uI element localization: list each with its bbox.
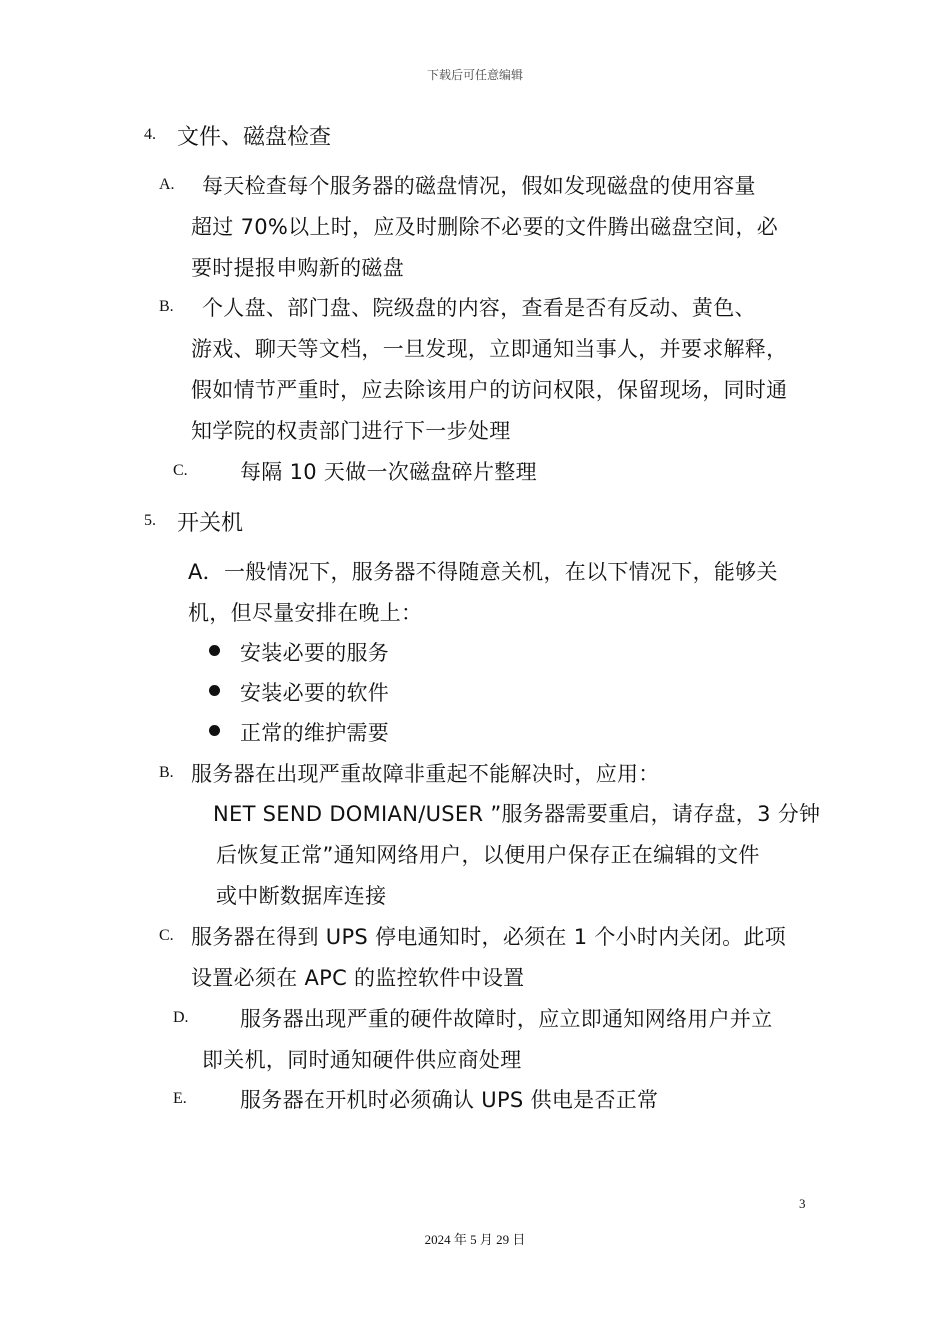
- item-5a-line-2: 机，但尽量安排在晚上：: [188, 601, 423, 625]
- item-5c-marker: C.: [159, 927, 174, 944]
- item-5b-command-line-2: 后恢复正常”通知网络用户，以便用户保存正在编辑的文件: [216, 843, 760, 867]
- item-4c-marker: C.: [173, 462, 188, 479]
- item-4b-marker: B.: [159, 298, 174, 315]
- footer-date: 2024 年 5 月 29 日: [424, 1232, 526, 1247]
- item-5b-line: 服务器在出现严重故障非重起不能解决时，应用：: [191, 762, 660, 786]
- item-4b-line-4: 知学院的权责部门进行下一步处理: [191, 419, 511, 443]
- item-5e-line-1: 服务器在开机时必须确认 UPS 供电是否正常: [240, 1088, 659, 1112]
- section-5-title: 开关机: [177, 511, 244, 536]
- item-5d-line-1: 服务器出现严重的硬件故障时，应立即通知网络用户并立: [240, 1007, 773, 1031]
- item-4b-line-2: 游戏、聊天等文档，一旦发现，立即通知当事人，并要求解释，: [191, 337, 788, 361]
- item-4a-marker: A.: [159, 176, 175, 193]
- item-5c-line-2: 设置必须在 APC 的监控软件中设置: [191, 966, 525, 990]
- item-5c-line-1: 服务器在得到 UPS 停电通知时，必须在 1 个小时内关闭。此项: [191, 925, 787, 949]
- bullet-icon: [209, 645, 220, 656]
- item-4b-line-1: 个人盘、部门盘、院级盘的内容，查看是否有反动、黄色、: [202, 296, 756, 320]
- section-4-title: 文件、磁盘检查: [177, 125, 332, 150]
- item-4a-line-1: 每天检查每个服务器的磁盘情况，假如发现磁盘的使用容量: [202, 174, 756, 198]
- item-5a-line-1: A．一般情况下，服务器不得随意关机，在以下情况下，能够关: [188, 560, 778, 584]
- page-header: 下载后可任意编辑: [426, 68, 523, 82]
- bullet-item-3: 正常的维护需要: [240, 721, 390, 745]
- bullet-item-2: 安装必要的软件: [240, 681, 390, 705]
- item-5d-marker: D.: [173, 1009, 189, 1026]
- section-4-number: 4.: [144, 126, 156, 143]
- item-5d-line-2: 即关机，同时通知硬件供应商处理: [202, 1048, 522, 1072]
- item-5b-command-line-1: NET SEND DOMIAN/USER ”服务器需要重启，请存盘，3 分钟: [213, 802, 821, 826]
- bullet-icon: [209, 725, 220, 736]
- item-4b-line-3: 假如情节严重时，应去除该用户的访问权限，保留现场，同时通: [191, 378, 788, 402]
- item-5b-command-line-3: 或中断数据库连接: [216, 884, 387, 908]
- item-4c-line-1: 每隔 10 天做一次磁盘碎片整理: [240, 460, 537, 484]
- bullet-icon: [209, 685, 220, 696]
- item-4a-line-2: 超过 70%以上时，应及时删除不必要的文件腾出磁盘空间，必: [191, 215, 779, 239]
- bullet-item-1: 安装必要的服务: [240, 641, 390, 665]
- page-number: 3: [799, 1196, 806, 1211]
- section-5-number: 5.: [144, 512, 156, 529]
- item-5e-marker: E.: [173, 1090, 187, 1107]
- item-5b-marker: B.: [159, 764, 174, 781]
- item-4a-line-3: 要时提报申购新的磁盘: [191, 256, 404, 280]
